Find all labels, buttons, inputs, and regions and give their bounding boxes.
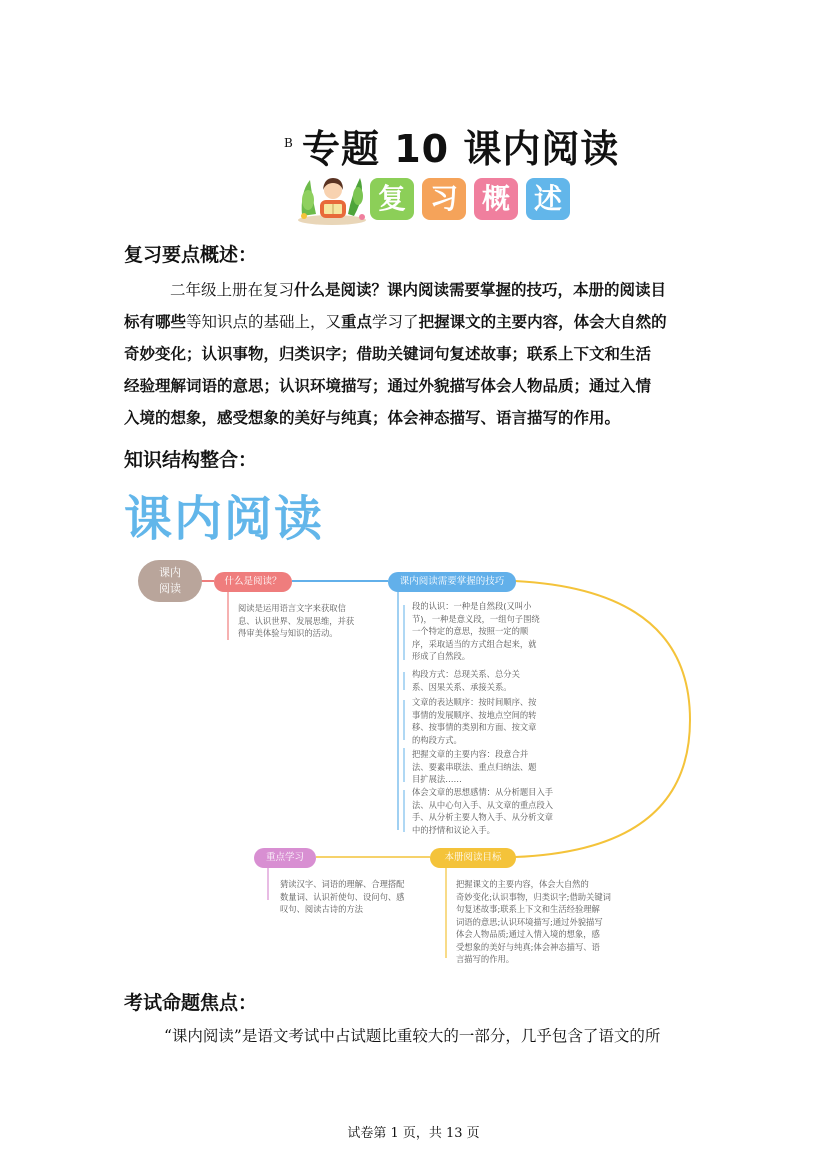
- mindmap-node-skill: 课内阅读需要掌握的技巧: [388, 572, 516, 592]
- badge-tile-3: 概: [474, 178, 518, 220]
- overview-run: 学习了: [372, 313, 419, 331]
- page-footer: 试卷第 1 页，共 13 页: [347, 1126, 480, 1141]
- overview-run: 二年级上册在复习: [170, 281, 295, 299]
- overview-run: 什么是阅读？课内阅读需要掌握的技巧，本册的阅读目: [294, 280, 667, 299]
- overview-run: 把握课文的主要内容，体会大自然的: [418, 312, 667, 331]
- mindmap-node-what: 什么是阅读？: [214, 572, 292, 592]
- note-skill-main-content: 把握文章的主要内容：段意合并 法、要素串联法、重点归纳法、题 目扩展法……: [412, 749, 537, 784]
- mindmap-root-node: 课内 阅读: [138, 560, 202, 602]
- note-skill-feeling: 体会文章的思想感情：从分析题目入手 法、从中心句入手、从文章的重点段入 手、从分析主要人物入手、从分析文章 中的抒情和议论入手。: [412, 787, 554, 835]
- note-what: 阅读是运用语言文字来获取信 息、认识世界、发展思维，并获 得审美体验与知识的活动。: [238, 603, 355, 638]
- note-skill-order: 文章的表达顺序：按时间顺序、按 事情的发展顺序、按地点空间的转 移、按事情的类别和方面、按文章 的构段方式。: [412, 697, 537, 745]
- overview-run: 经验理解词语的意思；认识环境描写；通过外貌描写体会人物品质；通过入情: [124, 376, 652, 395]
- note-key: 猜读汉字、词语的理解、合理搭配 数量词、认识祈使句、设问句、感 叹句、阅读古诗的方法: [280, 879, 405, 914]
- section-heading-overview: 复习要点概述：: [124, 244, 258, 266]
- section-heading-structure: 知识结构整合：: [124, 449, 258, 471]
- section-heading-exam-focus: 考试命题焦点：: [124, 992, 258, 1014]
- exam-focus-paragraph: “课内阅读”是语文考试中占试题比重较大的一部分，几乎包含了语文的所: [164, 1027, 661, 1045]
- overview-run: 等知识点的基础上，又: [186, 313, 342, 331]
- badge-tile-2: 习: [422, 178, 466, 220]
- note-goal: 把握课文的主要内容，体会大自然的 奇妙变化;认识事物，归类识字;借助关键词 句复述故事;联系上下文和生活经验理解 词语的意思;认识环境描写;通过外貌描写 体会人物品质;通过入情入境的想象，感 受想象的美好与纯真;体会神态描写、语 言描写的作用。: [456, 879, 611, 964]
- page-title: 专题 10 课内阅读: [302, 127, 620, 171]
- mindmap-node-key: 重点学习: [254, 848, 316, 868]
- badge-tile-4: 述: [526, 178, 570, 220]
- mindmap-title: 课内阅读: [124, 491, 325, 547]
- overview-run: 标有哪些: [124, 312, 187, 331]
- badge-tile-1: 复: [370, 178, 414, 220]
- overview-run: 奇妙变化；认识事物，归类识字；借助关键词句复述故事；联系上下文和生活: [124, 344, 652, 363]
- mindmap-node-goal: 本册阅读目标: [430, 848, 516, 868]
- title-mark: B: [284, 136, 293, 150]
- note-skill-structure: 构段方式：总现关系、总分关 系、因果关系、承接关系。: [412, 669, 520, 692]
- note-skill-paragraph: 段的认识：一种是自然段(又叫小 节)，一种是意义段，一组句子围绕 一个特定的意思，按照一定的顺 序，采取适当的方式组合起来，就 形成了自然段。: [412, 601, 540, 661]
- overview-run: 入境的想象，感受想象的美好与纯真；体会神态描写、语言描写的作用。: [124, 408, 621, 427]
- overview-run: 重点: [341, 312, 373, 331]
